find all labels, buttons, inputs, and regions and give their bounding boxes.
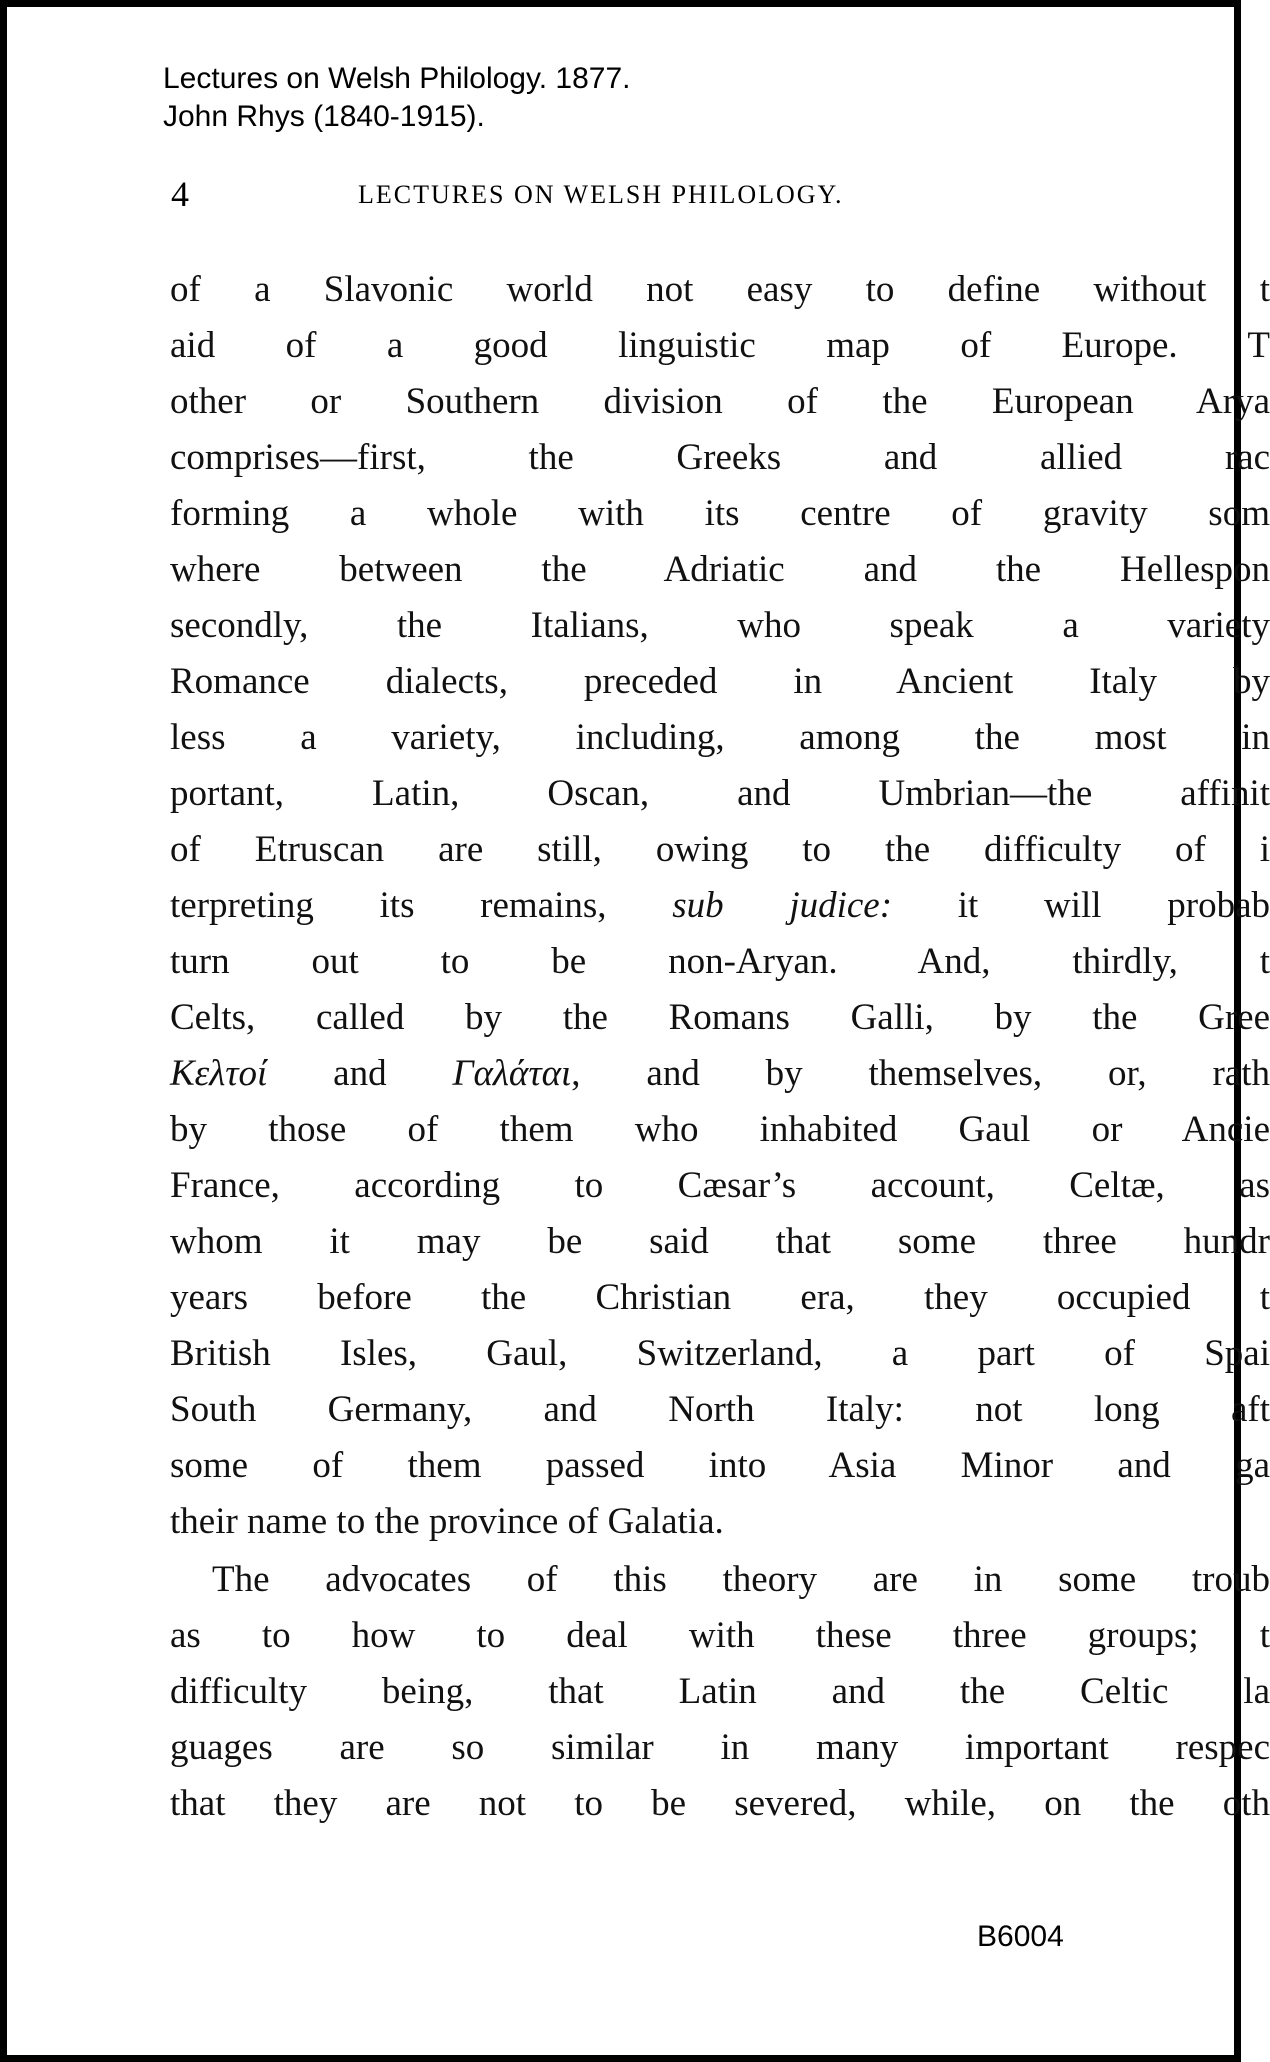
text-line [170,1046,1270,1102]
citation-author: John Rhys (1840-1915). [163,100,485,133]
page-number: 4 [171,174,189,214]
text-line: comprises—first, the Greeks and allied rac [170,437,1270,478]
text-line: their name to the province of Galatia. [170,1501,724,1542]
text-line: Romance dialects, preceded in Ancient Italy by [170,661,1270,702]
text-line: aid of a good linguistic map of Europe. T [170,325,1270,366]
text-line: portant, Latin, Oscan, and Umbrian—the affinit [170,773,1270,814]
text-line: of Etruscan are still, owing to the difficulty of i [170,829,1270,870]
text-line: British Isles, Gaul, Switzerland, a part of Spai [170,1333,1270,1374]
text-line: turn out to be non-Aryan. And, thirdly, t [170,941,1270,982]
text-line: less a variety, including, among the most in [170,717,1270,758]
text-line: as to how to deal with these three groups; t [170,1615,1270,1656]
text-line: of a Slavonic world not easy to define without t [170,269,1270,310]
text-line: The advocates of this theory are in some troub [212,1559,1270,1600]
running-title: LECTURES ON WELSH PHILOLOGY. [358,180,844,209]
text-line: secondly, the Italians, who speak a variety [170,605,1270,646]
text-line: by those of them who inhabited Gaul or Ancie [170,1109,1270,1150]
text-line: difficulty being, that Latin and the Celtic la [170,1671,1270,1712]
italic-phrase: sub judice: [672,885,893,926]
text-segment: terpreting its remains, [170,885,673,926]
text-line: some of them passed into Asia Minor and ga [170,1445,1270,1486]
text-line: South Germany, and North Italy: not long aft [170,1389,1270,1430]
greek-word: Κελτοί [170,1053,268,1094]
text-line: whom it may be said that some three hundr [170,1221,1270,1262]
text-segment: and [267,1053,453,1094]
text-line: guages are so similar in many important respec [170,1727,1270,1768]
text-line: years before the Christian era, they occupied t [170,1277,1270,1318]
text-segment: it will probab [892,885,1270,926]
text-line [170,878,1270,934]
text-line: forming a whole with its centre of gravity som [170,493,1270,534]
citation-title: Lectures on Welsh Philology. 1877. [163,62,631,95]
catalog-stamp: B6004 [977,1920,1064,1953]
text-line: where between the Adriatic and the Hellespon [170,549,1270,590]
text-line: that they are not to be severed, while, on the oth [170,1783,1270,1824]
text-line: other or Southern division of the European Arya [170,381,1270,422]
page-text [170,262,1270,1852]
text-line: Celts, called by the Romans Galli, by the Gree [170,997,1270,1038]
greek-word: Γαλάται [452,1053,572,1094]
text-line: France, according to Cæsar’s account, Celtæ, as [170,1165,1270,1206]
text-segment: , and by themselves, or, rath [571,1053,1270,1094]
